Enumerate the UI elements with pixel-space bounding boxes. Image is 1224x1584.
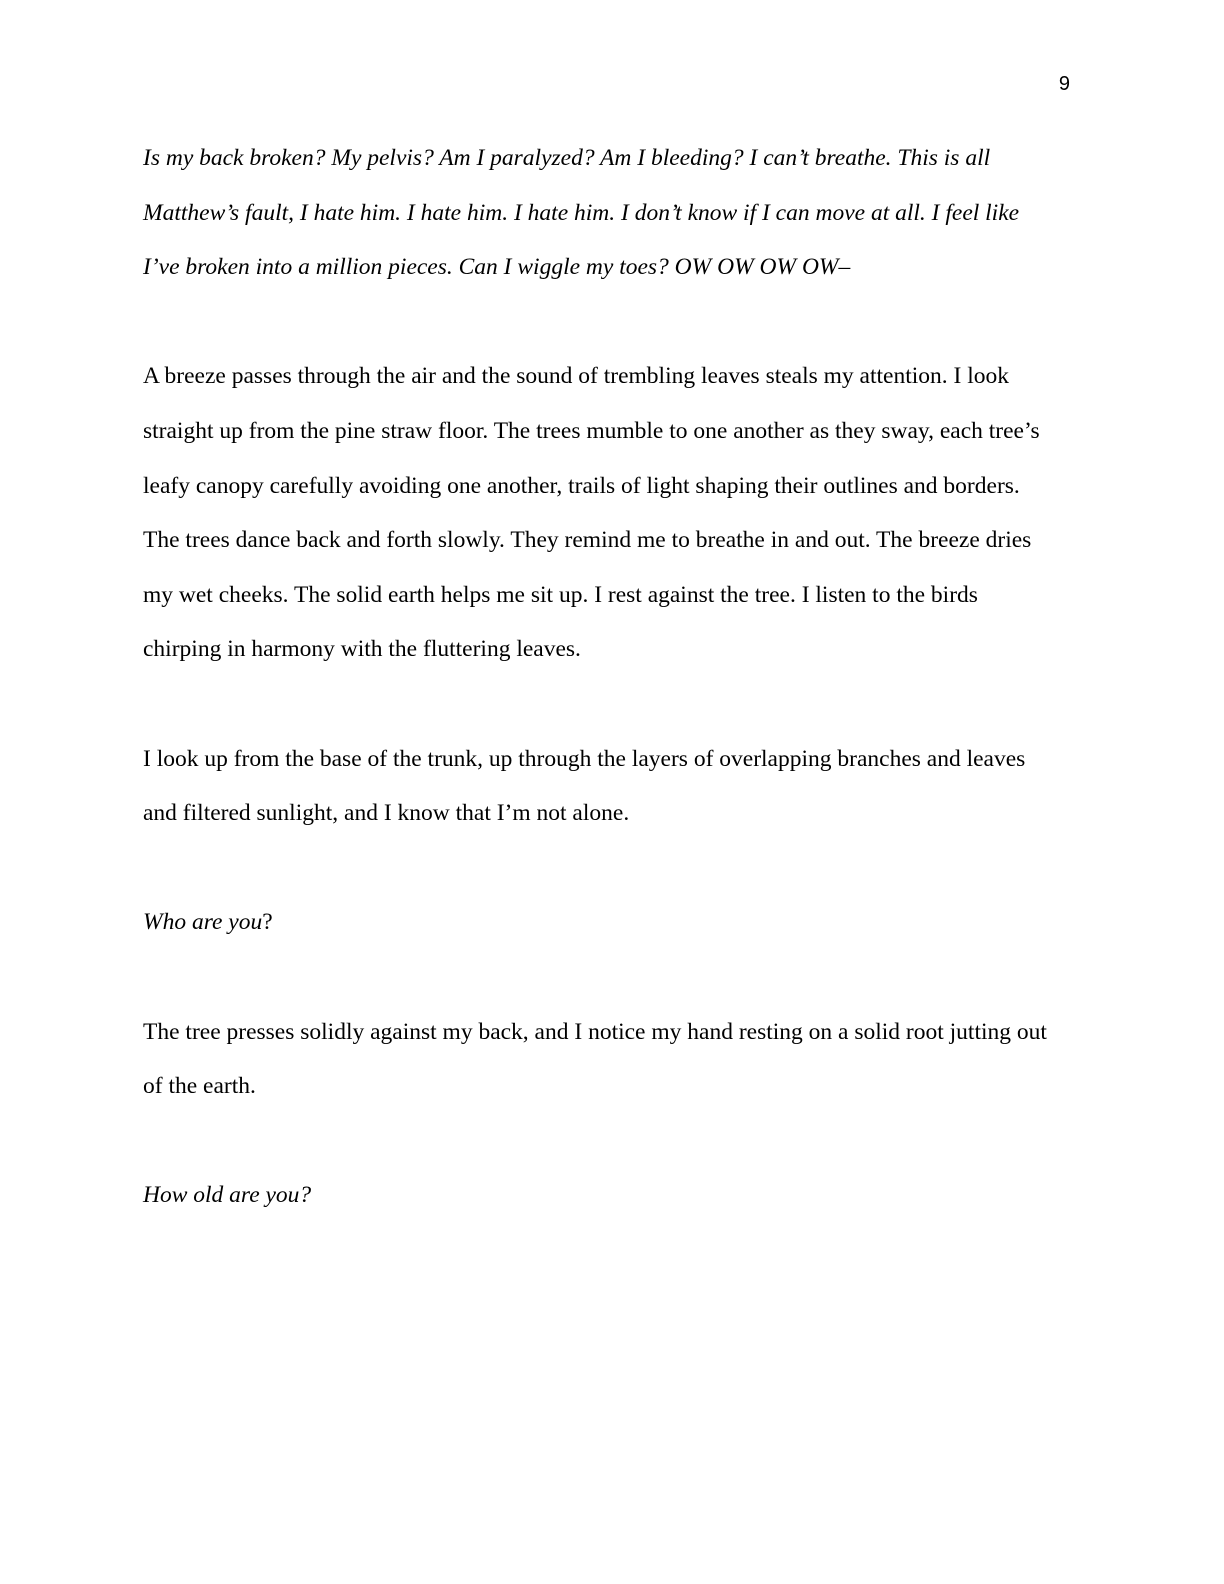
paragraph-who-are-you (143, 895, 1073, 950)
paragraph-tree-presses: The tree presses solidly against my back, and I notice my hand resting on a solid root jutting out of the earth. (143, 1018, 1047, 1100)
paragraph-inner-thoughts: Is my back broken? My pelvis? Am I paralyzed? Am I bleeding? I can’t breathe. This is all Matthew’s fault, I hate him. I hate him. I hate him. I don’t know if I can move at all. I feel like I’ve broken into a million pieces. Can I wiggle my toes? OW OW OW OW– (143, 145, 1020, 281)
page-body (143, 131, 1073, 1223)
paragraph-how-old: How old are you? (143, 1182, 312, 1209)
paragraph-breeze: A breeze passes through the air and the sound of trembling leaves steals my attention. I look straight up from the pine straw floor. The trees mumble to one another as they sway, each tree’s leafy canopy carefully avoiding one another, trails of light shaping their outlines and borders. The trees dance back and forth slowly. They remind me to breathe in and out. The breeze dries my wet cheeks. The solid earth helps me sit up. I rest against the tree. I listen to the birds chirping in harmony with the fluttering leaves. (143, 363, 1040, 663)
paragraph-look-up: I look up from the base of the trunk, up through the layers of overlapping branches and leaves and filtered sunlight, and I know that I’m not alone. (143, 745, 1026, 827)
who-are-you-italic: Who are you (143, 909, 263, 936)
who-are-you-punctuation: ? (262, 909, 273, 936)
page-number: 9 (1058, 73, 1070, 95)
